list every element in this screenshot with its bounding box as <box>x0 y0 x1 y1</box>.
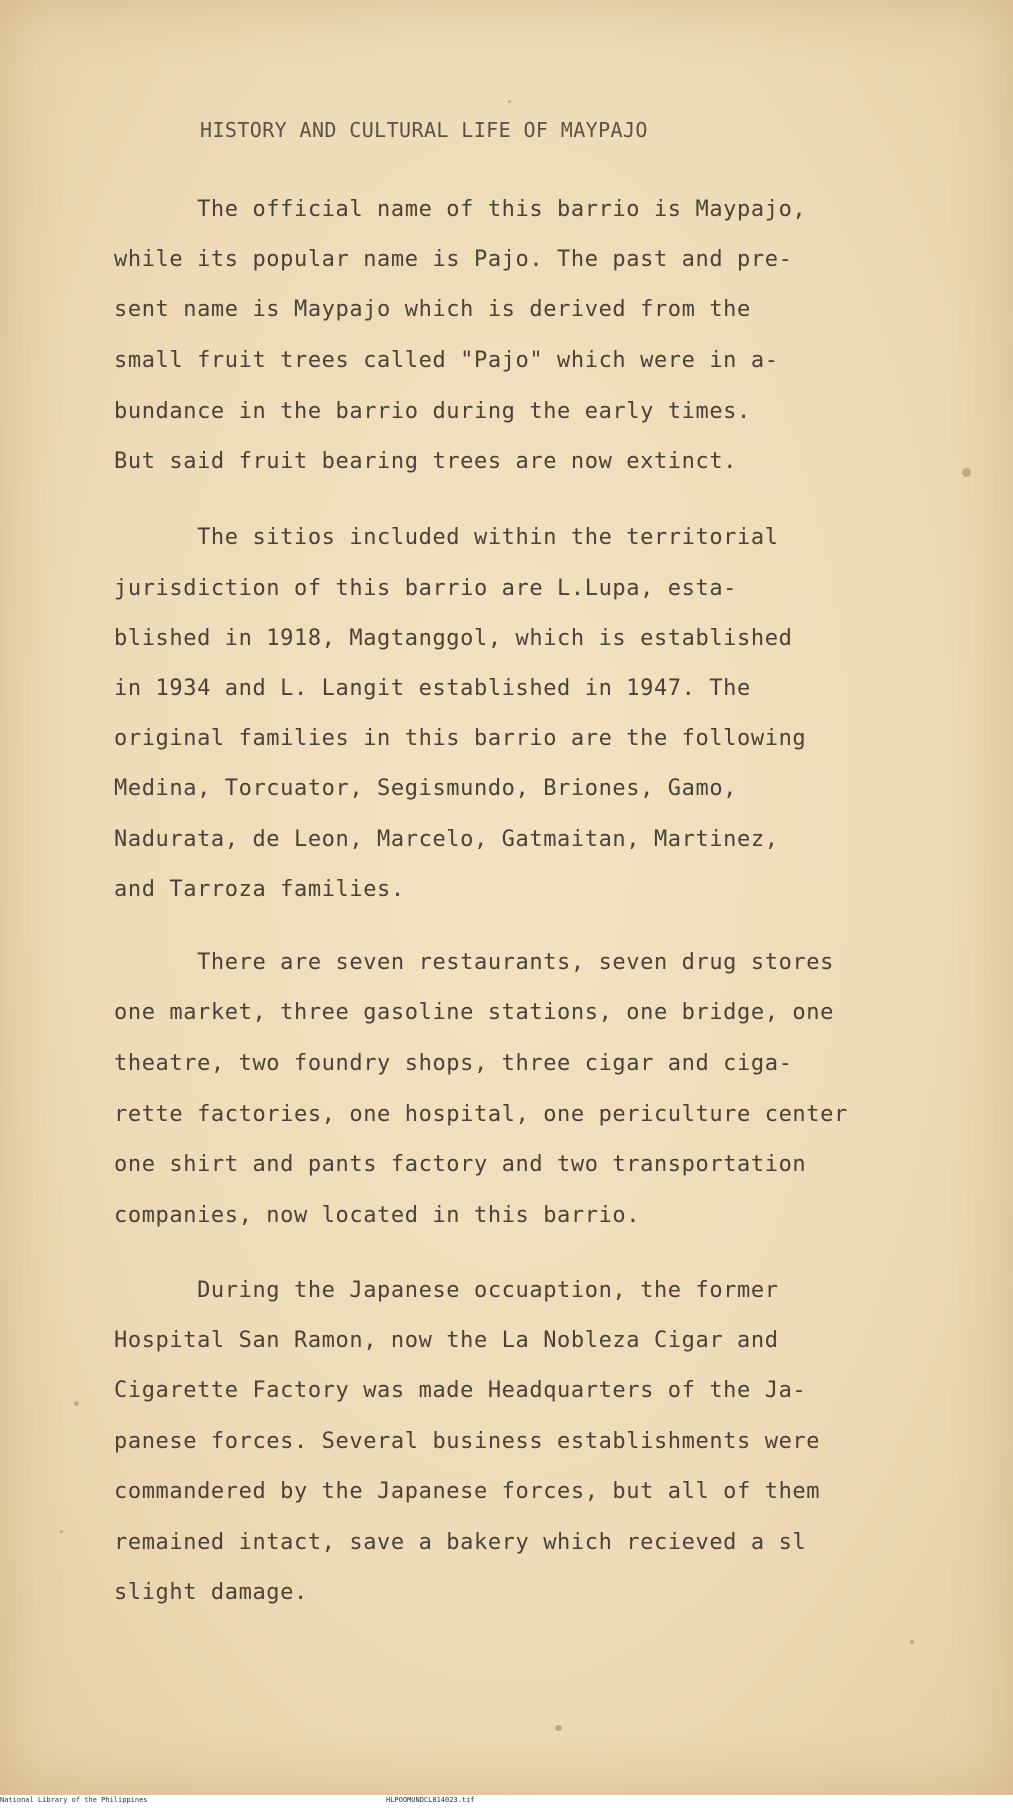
text-line: There are seven restaurants, seven drug stores <box>114 950 834 975</box>
text-line: and Tarroza families. <box>114 877 405 902</box>
paper-stain <box>910 1640 914 1644</box>
text-line: The sitios included within the territorial <box>114 525 779 550</box>
text-line: During the Japanese occuaption, the former <box>114 1278 779 1303</box>
text-line: remained intact, save a bakery which recieved a sl <box>114 1530 807 1555</box>
text-line: But said fruit bearing trees are now extinct. <box>114 449 738 474</box>
paper-stain <box>962 468 971 477</box>
text-line: Hospital San Ramon, now the La Nobleza Cigar and <box>114 1328 779 1353</box>
footer-source: National Library of the Philippines <box>0 1796 148 1804</box>
paper-stain <box>74 1401 79 1406</box>
text-line: commandered by the Japanese forces, but all of them <box>114 1479 821 1504</box>
text-line: companies, now located in this barrio. <box>114 1203 641 1228</box>
text-line: while its popular name is Pajo. The past and pre- <box>114 247 793 272</box>
text-line: theatre, two foundry shops, three cigar and ciga- <box>114 1051 793 1076</box>
text-line: The official name of this barrio is Maypajo, <box>114 197 807 222</box>
text-line: blished in 1918, Magtanggol, which is established <box>114 626 793 651</box>
scan-footer <box>0 1795 1013 1808</box>
paper-stain <box>508 100 511 103</box>
text-line: rette factories, one hospital, one periculture center <box>114 1102 848 1127</box>
text-line: slight damage. <box>114 1580 308 1605</box>
text-line: one market, three gasoline stations, one bridge, one <box>114 1000 834 1025</box>
text-line: original families in this barrio are the following <box>114 726 807 751</box>
text-line: bundance in the barrio during the early times. <box>114 399 751 424</box>
text-line: Medina, Torcuator, Segismundo, Briones, Gamo, <box>114 776 738 801</box>
text-line: Nadurata, de Leon, Marcelo, Gatmaitan, Martinez, <box>114 827 779 852</box>
text-line: sent name is Maypajo which is derived from the <box>114 297 751 322</box>
text-line: in 1934 and L. Langit established in 1947. The <box>114 676 751 701</box>
document-title: HISTORY AND CULTURAL LIFE OF MAYPAJO <box>200 118 648 142</box>
text-line: one shirt and pants factory and two transportation <box>114 1152 807 1177</box>
text-line: Cigarette Factory was made Headquarters of the Ja- <box>114 1378 807 1403</box>
paper-stain <box>60 1530 63 1533</box>
text-line: jurisdiction of this barrio are L.Lupa, esta- <box>114 576 738 601</box>
text-line: panese forces. Several business establishments were <box>114 1429 821 1454</box>
footer-filename: HLPOOMUNDCL814023.tif <box>386 1796 475 1804</box>
text-line: small fruit trees called "Pajo" which were in a- <box>114 348 779 373</box>
paper-stain <box>555 1725 562 1731</box>
